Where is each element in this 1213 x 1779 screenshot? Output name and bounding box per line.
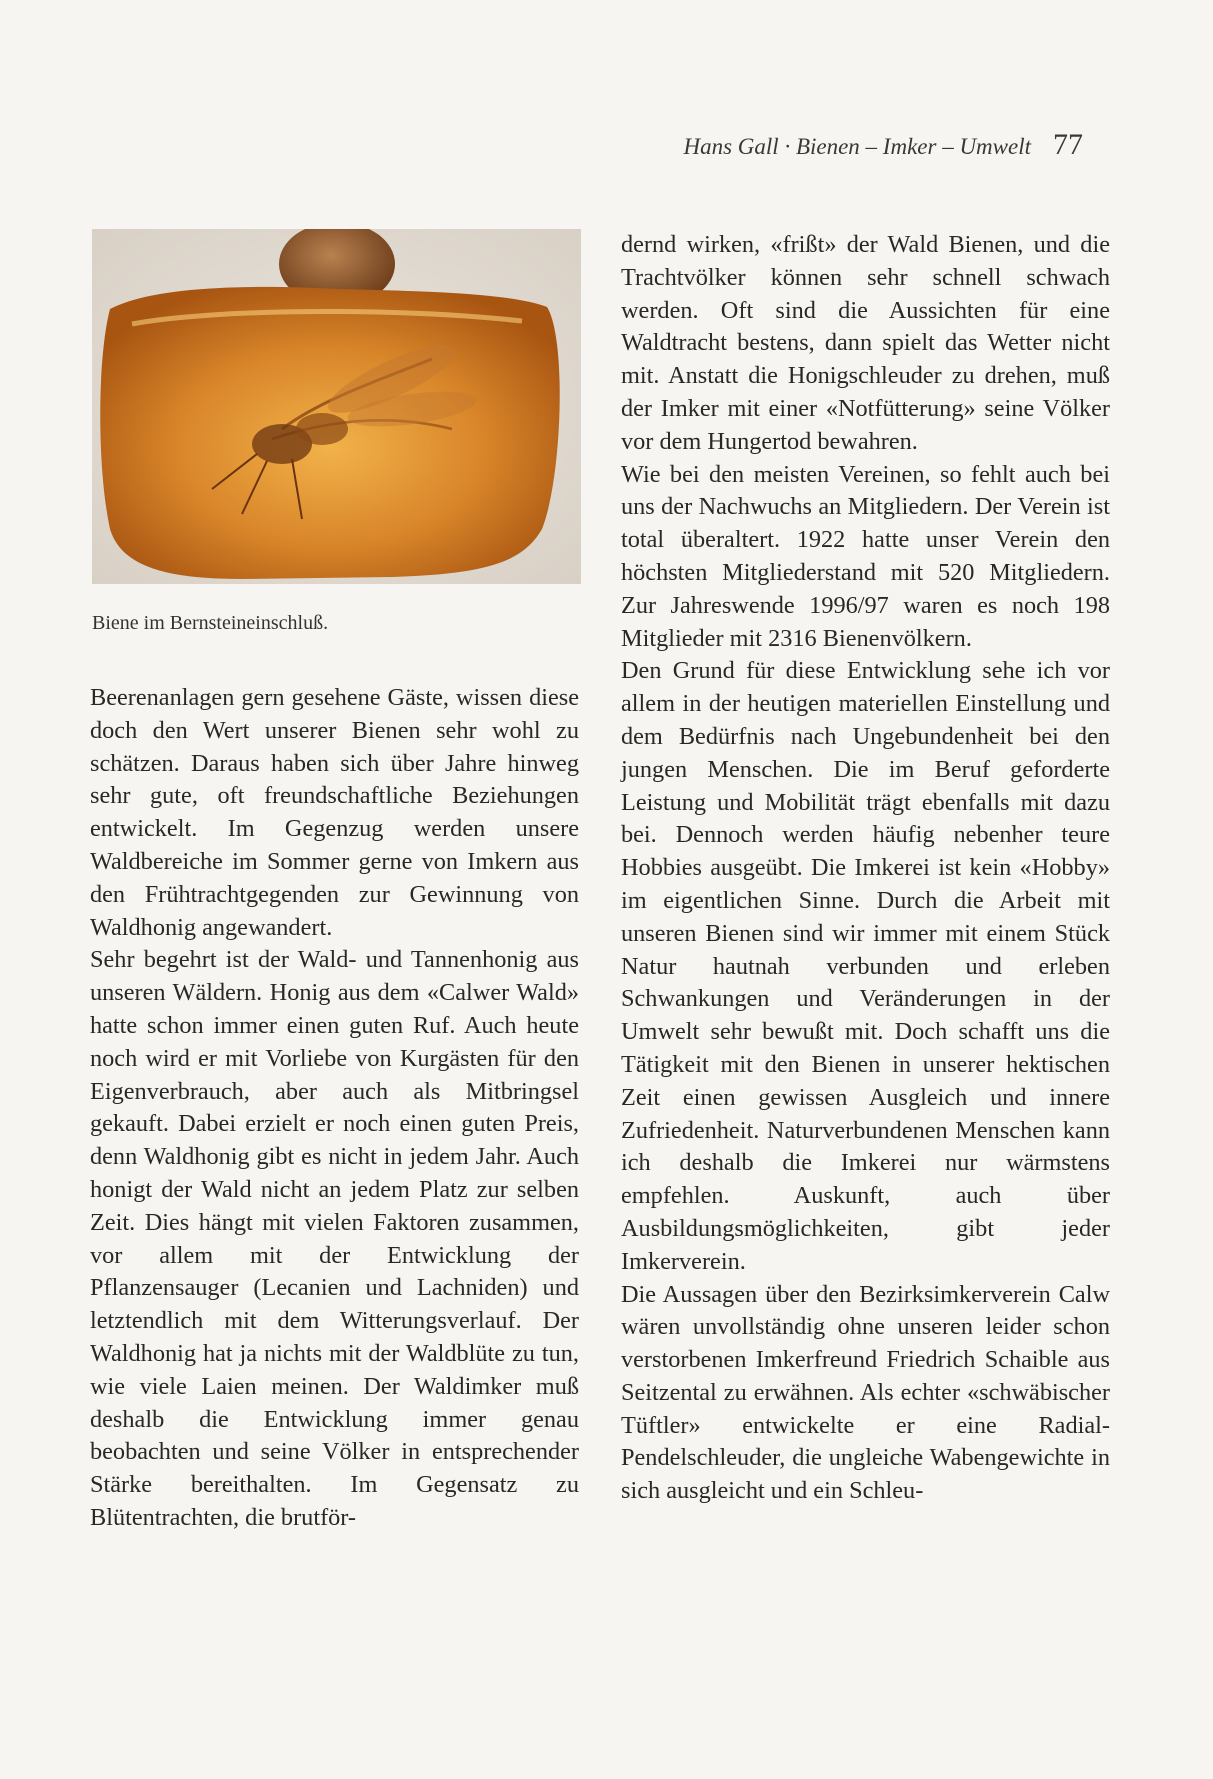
amber-bee-photo [92, 229, 581, 584]
paragraph: Die Aussagen über den Bezirksimkerverein Calw wären unvollständig ohne unseren leider schon verstorbenen Imkerfreund Friedrich Schaible aus Seitzental zu erwähnen. Als echter «schwäbischer Tüftler» entwickelte er eine Radial-Pendelschleuder, die ungleiche Wabengewichte in sich ausgleicht und ein Schleu- [621, 1280, 1110, 1505]
running-head [684, 128, 1084, 162]
running-title: Hans Gall · Bienen – Imker – Umwelt [683, 134, 1031, 159]
right-column [621, 229, 1110, 1508]
paragraph: dernd wirken, «frißt» der Wald Bienen, und die Trachtvölker können sehr schnell schwach werden. Oft sind die Aussichten für eine Waldtracht bestens, dann spielt das Wetter nicht mit. Anstatt die Honigschleuder zu drehen, muß der Imker mit einer «Notfütterung» seine Völker vor dem Hungertod bewahren. [621, 231, 1110, 455]
left-column [90, 682, 579, 1535]
paragraph: Beerenanlagen gern gesehene Gäste, wissen diese doch den Wert unserer Bienen sehr wohl zu schätzen. Daraus haben sich über Jahre hinweg sehr gute, oft freundschaftliche Beziehungen entwickelt. Im Gegenzug werden unsere Waldbereiche im Sommer gerne von Imkern aus den Frühtrachtgegenden zur Gewinnung von Waldhonig angewandert. [90, 684, 579, 941]
figure-caption: Biene im Bernsteineinschluß. [92, 612, 329, 634]
paragraph: Den Grund für diese Entwicklung sehe ich vor allem in der heutigen materiellen Einstellung und dem Bedürfnis nach Ungebundenheit bei den jungen Menschen. Die im Beruf geforderte Leistung und Mobilität trägt ebenfalls mit dazu bei. Dennoch werden häufig nebenher teure Hobbies ausgeübt. Die Imkerei ist kein «Hobby» im eigentlichen Sinne. Durch die Arbeit mit unseren Bienen sind wir immer mit einem Stück Natur hautnah verbunden und erleben Schwankungen und Veränderungen in der Umwelt sehr bewußt mit. Doch schafft uns die Tätigkeit mit den Bienen in unserer hektischen Zeit einen gewissen Ausgleich und innere Zufriedenheit. Naturverbundenen Menschen kann ich deshalb die Imkerei nur wärmstens empfehlen. Auskunft, auch über Ausbildungsmöglichkeiten, gibt jeder Imkerverein. [621, 657, 1110, 1275]
paragraph: Wie bei den meisten Vereinen, so fehlt auch bei uns der Nachwuchs an Mitgliedern. Der Verein ist total überaltert. 1922 hatte unser Verein den höchsten Mitgliederstand mit 520 Mitgliedern. Zur Jahreswende 1996/97 waren es noch 198 Mitglieder mit 2316 Bienenvölkern. [621, 460, 1110, 652]
page-number: 77 [1053, 128, 1083, 161]
paragraph: Sehr begehrt ist der Wald- und Tannenhonig aus unseren Wäldern. Honig aus dem «Calwer Wald» hatte schon immer einen guten Ruf. Auch heute noch wird er mit Vorliebe von Kurgästen für den Eigenverbrauch, aber auch als Mitbringsel gekauft. Dabei erzielt er noch einen guten Preis, denn Waldhonig gibt es nicht in jedem Jahr. Auch honigt der Wald nicht an jedem Platz zur selben Zeit. Dies hängt mit vielen Faktoren zusammen, vor allem mit der Entwicklung der Pflanzensauger (Lecanien und Lachniden) und letztendlich mit dem Witterungsverlauf. Der Waldhonig hat ja nichts mit der Waldblüte zu tun, wie viele Laien meinen. Der Waldimker muß deshalb die Entwicklung immer genau beobachten und seine Völker in entsprechender Stärke bereithalten. Im Gegensatz zu Blütentrachten, die brutför- [90, 946, 579, 1531]
